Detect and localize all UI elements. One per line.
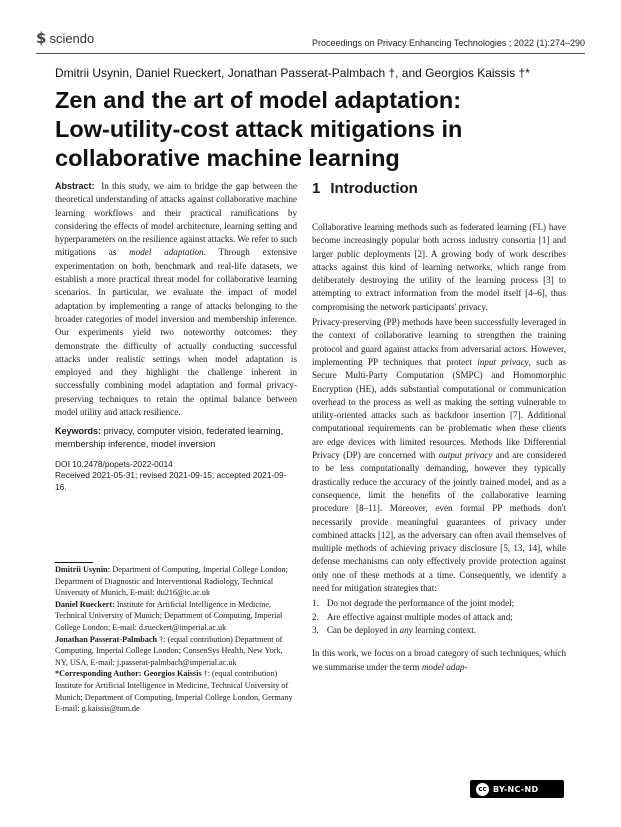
abstract-label: Abstract: <box>55 181 95 191</box>
list-number: 1. <box>312 598 319 609</box>
spacer <box>312 637 566 647</box>
keywords-label: Keywords: <box>55 426 102 437</box>
footnote-text: †: (equal contribution) Department of Computing, Imperial College London; ConsenSys Health, New York, NY, USA, E-mail: j.passerat-palmbach@imperial.ac.uk <box>55 634 283 667</box>
sciendo-logo-icon: $ <box>36 29 47 47</box>
list-item <box>312 624 566 637</box>
footnote-name: Jonathan Passerat-Palmbach <box>55 634 158 644</box>
title-line: Zen and the art of model adaptation: <box>55 87 462 113</box>
footnote-name: Dmitrii Usynin: <box>55 565 111 574</box>
footnote <box>55 634 297 669</box>
paragraph <box>312 647 566 674</box>
abstract-text: . Through extensive experimentation on both, benchmark and real-life datasets, we establish a more practical threat model for collaborative learning scenarios. In particular, we evaluate the impact of model adaptation by implementing a range of attacks belonging to the broader categories of model inversion and membership inference. Our experiments yield two noteworthy outcomes: they demonstrate the difficulty of actually conducting successful attacks under realistic settings when model adaptation is employed and they highlight the challenge inherent in successfully combining model adaptation and formal privacy-preserving techniques to retain the optimal balance between model utility and attack resilience. <box>55 247 297 418</box>
section-number: 1 <box>312 180 321 197</box>
list-number: 2. <box>312 611 319 622</box>
emphasis: model adap- <box>421 661 468 672</box>
left-column <box>55 180 297 493</box>
right-column <box>312 180 566 676</box>
emphasis: input privacy <box>477 356 529 367</box>
abstract-text: In this study, we aim to bridge the gap between the theoretical understanding of attacks against collaborative machine learning workflows and their practical ramifications by considering the effects of model architecture, learning setting and hyperparameters on the resilience against attacks. We refer to such mitigations as <box>55 181 298 258</box>
author-list: Dmitrii Usynin, Daniel Rueckert, Jonathan Passerat-Palmbach †, and Georgios Kaissis †* <box>55 66 530 80</box>
list-text <box>327 624 476 637</box>
requirements-list <box>312 597 566 637</box>
header-rule <box>36 53 585 54</box>
abstract-emphasis: model adaptation <box>129 247 204 258</box>
paragraph-text: , such as Secure Multi-Party Computation (SMPC) and Homomorphic Encryption (HE), adds substantial computational or communication overhead to the process as well as making the setting vulnerable to utility-oriented attacks such as backdoor insertion [7]. Additional computational requirements can be problematic when these clients are edge devices with limited resources. Methods like Differential Privacy (DP) are concerned with <box>312 356 566 461</box>
license-badge[interactable] <box>470 780 564 798</box>
list-text-part: learning context. <box>412 624 477 635</box>
abstract <box>55 180 297 419</box>
section-title: Introduction <box>330 180 418 197</box>
footnote-rule <box>55 562 93 563</box>
list-item <box>312 611 566 624</box>
footnote-name: *Corresponding Author: Georgios Kaissis <box>55 669 202 679</box>
keywords <box>55 425 297 450</box>
list-text: Are effective against multiple modes of attack and; <box>326 611 513 622</box>
paragraph: Collaborative learning methods such as federated learning (FL) have become increasingly popular both across industry consortia [1] and larger public deployments [2]. A growing body of work describes attacks against this kind of learning networks, which range from deliberately destroying the utility of the learning process [3] to attempting to extract information from the model itself [4–6], thus compromising the network participants' privacy. <box>312 222 566 312</box>
keywords-text: privacy, computer vision, federated learning, membership inference, model inversion <box>55 426 284 449</box>
footnote <box>55 668 297 714</box>
journal-header: Proceedings on Privacy Enhancing Technologies ; 2022 (1):274–290 <box>311 38 585 48</box>
doi-link[interactable]: DOI 10.2478/popets-2022-0014 <box>55 458 173 469</box>
publisher-name: sciendo <box>49 30 95 46</box>
paragraph <box>312 316 566 595</box>
footnote-text: †: (equal contribution) Institute for Artificial Intelligence in Medicine, Technical University of Munich; Department of Computing, Imperial College London, Germany E-mail: g.kaissis@tum.de <box>55 669 293 714</box>
paragraph-text: Privacy-preserving (PP) methods have been successfully leveraged in the context of collaborative learning to strengthen the training protocol and guard against attacks from adversarial actors. However, implementing PP techniques that protect <box>312 317 566 367</box>
creative-commons-icon: cc <box>476 783 489 796</box>
footnote <box>55 564 297 599</box>
author-footnotes <box>55 564 297 715</box>
paragraph-text: and are considered to be less computationally demanding, however they typically drastically reduce the accuracy of the jointly trained model, and as a consequence, limit the benefits of the collaborative learning procedure [8–11]. Moreover, even formal PP methods don't necessarily provide meaningful guarantees of privacy under combined attacks [12], as the adversary can often avail themselves of multiple methods of achieving privacy disclosure [5, 13, 14], while defense mechanisms can only effectively provide protection against only one of these methods at a time. Consequently, we identify a need for mitigation strategies that: <box>312 450 566 594</box>
list-text: Do not degrade the performance of the joint model; <box>326 598 515 609</box>
title-line: collaborative machine learning <box>55 145 400 171</box>
received-dates: Received 2021-05-31; revised 2021-09-15; accepted 2021-09-16. <box>55 470 287 492</box>
publisher-logo <box>36 29 94 47</box>
paragraph-text: In this work, we focus on a broad category of such techniques, which we summarise under the term <box>312 648 566 672</box>
list-text-part: Can be deployed in <box>326 624 400 635</box>
footnote-name: Daniel Rueckert: <box>55 599 115 609</box>
footnote-text: Institute for Artificial Intelligence in Medicine, Technical University of Munich; Department of Computing, Imperial College London; E-mail: d.rueckert@imperial.ac.uk <box>55 599 283 632</box>
section-heading <box>312 180 566 197</box>
list-item <box>312 597 566 610</box>
title-line: Low-utility-cost attack mitigations in <box>55 116 463 142</box>
license-label: BY-NC-ND <box>493 784 539 794</box>
paper-title <box>55 86 575 173</box>
footnote-text: Department of Computing, Imperial College London; Department of Diagnostic and Interventional Radiology, Technical University of Munich, E-mail: du216@ic.ac.uk <box>55 565 288 598</box>
emphasis: output privacy <box>438 450 493 461</box>
footnote <box>55 599 297 634</box>
emphasis: any <box>399 624 413 635</box>
doi-block <box>55 459 297 494</box>
list-number: 3. <box>312 624 319 635</box>
